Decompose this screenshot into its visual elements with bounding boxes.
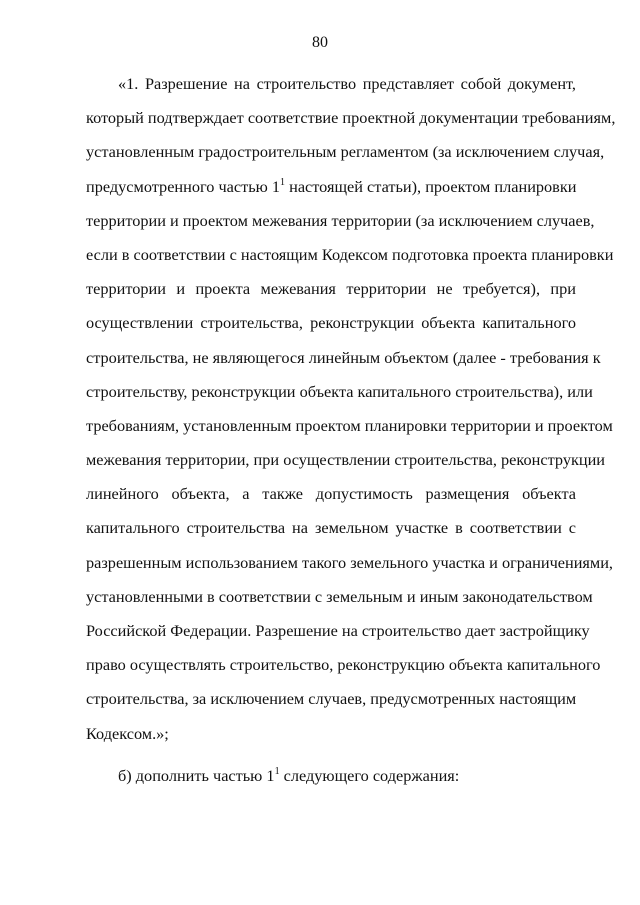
text-segment: б) дополнить частью 1: [118, 766, 275, 785]
text-segment: следующего содержания:: [279, 766, 460, 785]
text-segment: предусмотренного частью 1: [86, 176, 281, 196]
text-line: осуществлении строительства, реконструкции объекта капитального: [86, 313, 576, 333]
text-line: «1. Разрешение на строительство представляет собой документ,: [118, 74, 576, 93]
text-line: строительства, не являющегося линейным объектом (далее - требования к: [86, 347, 601, 367]
text-line: Российской Федерации. Разрешение на строительство дает застройщику: [86, 621, 590, 640]
text-line: разрешенным использованием такого земельного участка и ограничениями,: [86, 552, 613, 572]
text-line: установленными в соответствии с земельным и иным законодательством: [86, 586, 593, 606]
text-line: право осуществлять строительство, реконструкцию объекта капитального: [86, 655, 601, 675]
superscript: 1: [280, 176, 286, 188]
text-line-with-superscript: [86, 170, 576, 204]
text-line: линейного объекта, а также допустимость размещения объекта: [86, 484, 576, 504]
text-line: если в соответствии с настоящим Кодексом подготовка проекта планировки: [86, 244, 614, 264]
text-line: территории и проекта межевания территории не требуется), при: [86, 279, 576, 299]
text-line: который подтверждает соответствие проектной документации требованиям,: [86, 108, 616, 128]
amendment-paragraph: [118, 759, 459, 793]
text-line: территории и проектом межевания территории (за исключением случаев,: [86, 210, 595, 230]
document-paragraph: [86, 67, 616, 751]
text-line: строительству, реконструкции объекта капитального строительства), или: [86, 381, 593, 401]
text-segment: настоящей статьи), проектом планировки: [285, 176, 577, 196]
superscript: 1: [274, 766, 280, 777]
text-line: строительства, за исключением случаев, предусмотренных настоящим: [86, 689, 577, 709]
text-line: Кодексом.»;: [86, 723, 169, 743]
text-line: требованиям, установленным проектом планировки территории и проектом: [86, 415, 613, 435]
text-line: установленным градостроительным регламентом (за исключением случая,: [86, 142, 605, 162]
text-line: межевания территории, при осуществлении строительства, реконструкции: [86, 450, 606, 470]
text-line: капитального строительства на земельном участке в соответствии с: [86, 518, 576, 538]
page-number: 80: [312, 34, 328, 51]
